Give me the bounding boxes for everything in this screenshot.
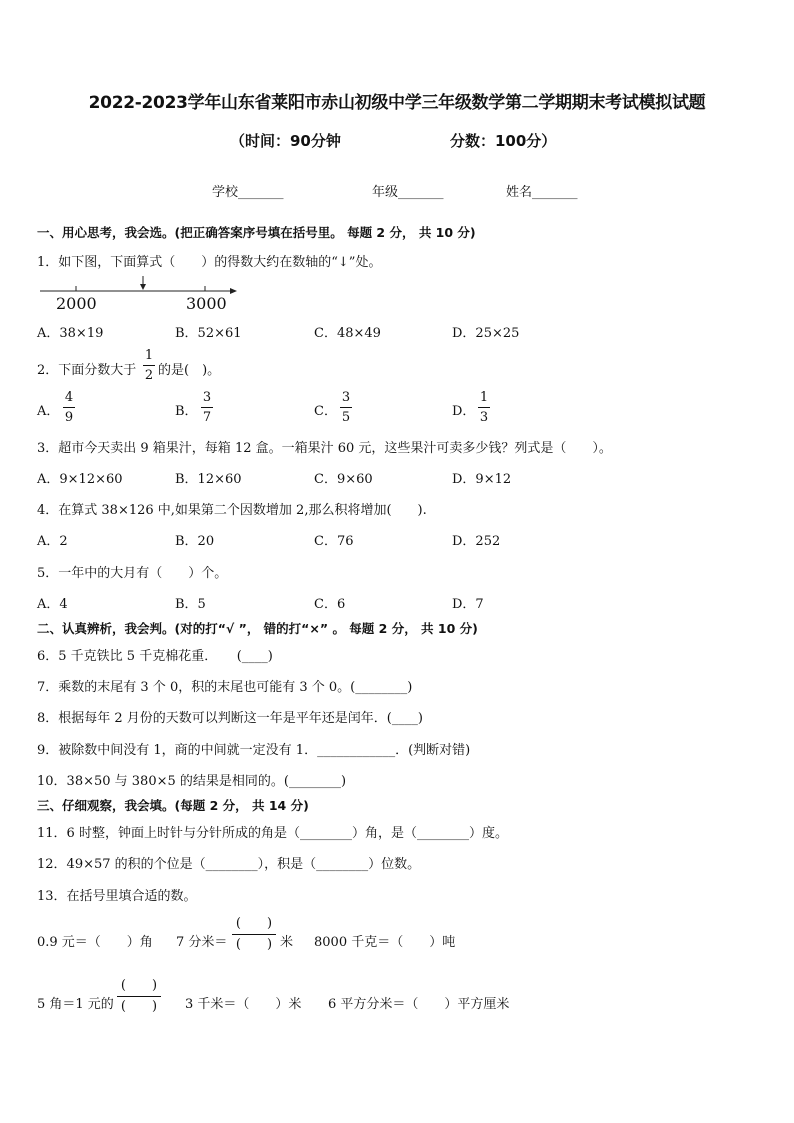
- q8-text: 8．根据每年 2 月份的天数可以判断这一年是平年还是闰年．(____): [37, 711, 423, 726]
- q2-half-fraction: [143, 348, 155, 383]
- down-arrow-head: [140, 284, 146, 290]
- q11-text: 11．6 时整，钟面上时针与分针所成的角是（________）角，是（________）度。: [37, 826, 508, 841]
- q3-option-d: D．9×12: [452, 472, 512, 487]
- q5-text: 5．一年中的大月有（ ）个。: [37, 566, 228, 581]
- q13-row1-c: 8000 千克＝（ ）吨: [314, 935, 456, 950]
- fraction-numerator-blank: ( ): [120, 978, 158, 993]
- q13-row1-b-before: 7 分米＝: [176, 935, 228, 950]
- q4-option-b: B．20: [175, 534, 215, 549]
- q10-text: 10．38×50 与 380×5 的结果是相同的。(________): [37, 774, 347, 789]
- number-line-arrowhead: [230, 288, 237, 294]
- q4-option-a: A．2: [37, 534, 68, 549]
- page-title: 2022-2023学年山东省莱阳市赤山初级中学三年级数学第二学期期末考试模拟试题: [88, 93, 706, 113]
- fraction-denominator: 2: [144, 368, 154, 383]
- section3-heading: 三、仔细观察，我会填。(每题 2 分， 共 14 分): [37, 798, 309, 813]
- q2-option-a-fraction: [63, 390, 75, 425]
- fraction-numerator: 3: [202, 390, 212, 405]
- q13-row2-b: 3 千米＝（ ）米: [185, 997, 302, 1012]
- fraction-denominator: 9: [64, 410, 74, 425]
- q13-row2-a-fraction: [117, 978, 161, 1015]
- section1-heading: 一、用心思考，我会选。(把正确答案序号填在括号里。 每题 2 分， 共 10 分): [37, 225, 476, 240]
- section2-heading: 二、认真辨析，我会判。(对的打“√ ”， 错的打“×” 。 每题 2 分， 共 10 分): [37, 621, 478, 636]
- q4-option-d: D．252: [452, 534, 501, 549]
- fraction-denominator: 3: [479, 410, 489, 425]
- q12-text: 12．49×57 的积的个位是（________），积是（________）位数。: [37, 857, 421, 872]
- school-field: 学校_______: [212, 185, 284, 200]
- q13-row2-a-before: 5 角＝1 元的: [37, 997, 114, 1012]
- fraction-denominator: 5: [341, 410, 351, 425]
- q13-row1-a: 0.9 元＝（ ）角: [37, 935, 153, 950]
- q2-option-b: B．: [175, 404, 198, 419]
- q2-option-d: D．: [452, 404, 476, 419]
- q5-option-a: A．4: [37, 597, 68, 612]
- q5-option-b: B．5: [175, 597, 206, 612]
- q5-option-c: C．6: [314, 597, 346, 612]
- q2-text-after: 的是( )。: [158, 363, 221, 378]
- q5-option-d: D．7: [452, 597, 484, 612]
- exam-score: 分数：100分）: [450, 132, 557, 150]
- name-field: 姓名_______: [506, 185, 578, 200]
- fraction-denominator: 7: [202, 410, 212, 425]
- q2-option-a: A．: [37, 404, 60, 419]
- q1-option-a: A．38×19: [37, 326, 104, 341]
- axis-label-3000: 3000: [186, 294, 227, 313]
- q3-option-c: C．9×60: [314, 472, 373, 487]
- fraction-numerator: 4: [64, 390, 74, 405]
- q2-option-c: C．: [314, 404, 337, 419]
- q2-text-before: 2．下面分数大于: [37, 363, 137, 378]
- q9-text: 9．被除数中间没有 1，商的中间就一定没有 1．____________．(判断对错): [37, 743, 471, 758]
- fraction-numerator: 1: [144, 348, 154, 363]
- fraction-denominator-blank: ( ): [120, 999, 158, 1014]
- q13-row2-c: 6 平方分米＝（ ）平方厘米: [328, 997, 510, 1012]
- q13-row1-b-after: 米: [280, 935, 294, 950]
- q3-option-a: A．9×12×60: [37, 472, 123, 487]
- grade-field: 年级_______: [372, 185, 444, 200]
- fraction-numerator-blank: ( ): [235, 916, 273, 931]
- q1-option-d: D．25×25: [452, 326, 520, 341]
- q2-option-d-fraction: [478, 390, 490, 425]
- q13-row1-b-fraction: [232, 916, 276, 953]
- q1-text: 1．如下图，下面算式（ ）的得数大约在数轴的“↓”处。: [37, 255, 382, 270]
- axis-label-2000: 2000: [56, 294, 97, 313]
- q2-option-c-fraction: [340, 390, 352, 425]
- q6-text: 6．5 千克铁比 5 千克棉花重． (____): [37, 649, 273, 664]
- q2-option-b-fraction: [201, 390, 213, 425]
- fraction-numerator: 1: [479, 390, 489, 405]
- q4-option-c: C．76: [314, 534, 354, 549]
- exam-time: （时间：90分钟: [230, 132, 341, 150]
- q3-text: 3．超市今天卖出 9 箱果汁，每箱 12 盒。一箱果汁 60 元，这些果汁可卖多少钱？列式是（ ）。: [37, 441, 612, 456]
- q7-text: 7．乘数的末尾有 3 个 0，积的末尾也可能有 3 个 0。(________): [37, 680, 413, 695]
- q13-text: 13．在括号里填合适的数。: [37, 889, 197, 904]
- fraction-numerator: 3: [341, 390, 351, 405]
- q1-option-c: C．48×49: [314, 326, 381, 341]
- q4-text: 4．在算式 38×126 中,如果第二个因数增加 2,那么积将增加( ).: [37, 503, 427, 518]
- q3-option-b: B．12×60: [175, 472, 242, 487]
- q1-option-b: B．52×61: [175, 326, 242, 341]
- fraction-denominator-blank: ( ): [235, 937, 273, 952]
